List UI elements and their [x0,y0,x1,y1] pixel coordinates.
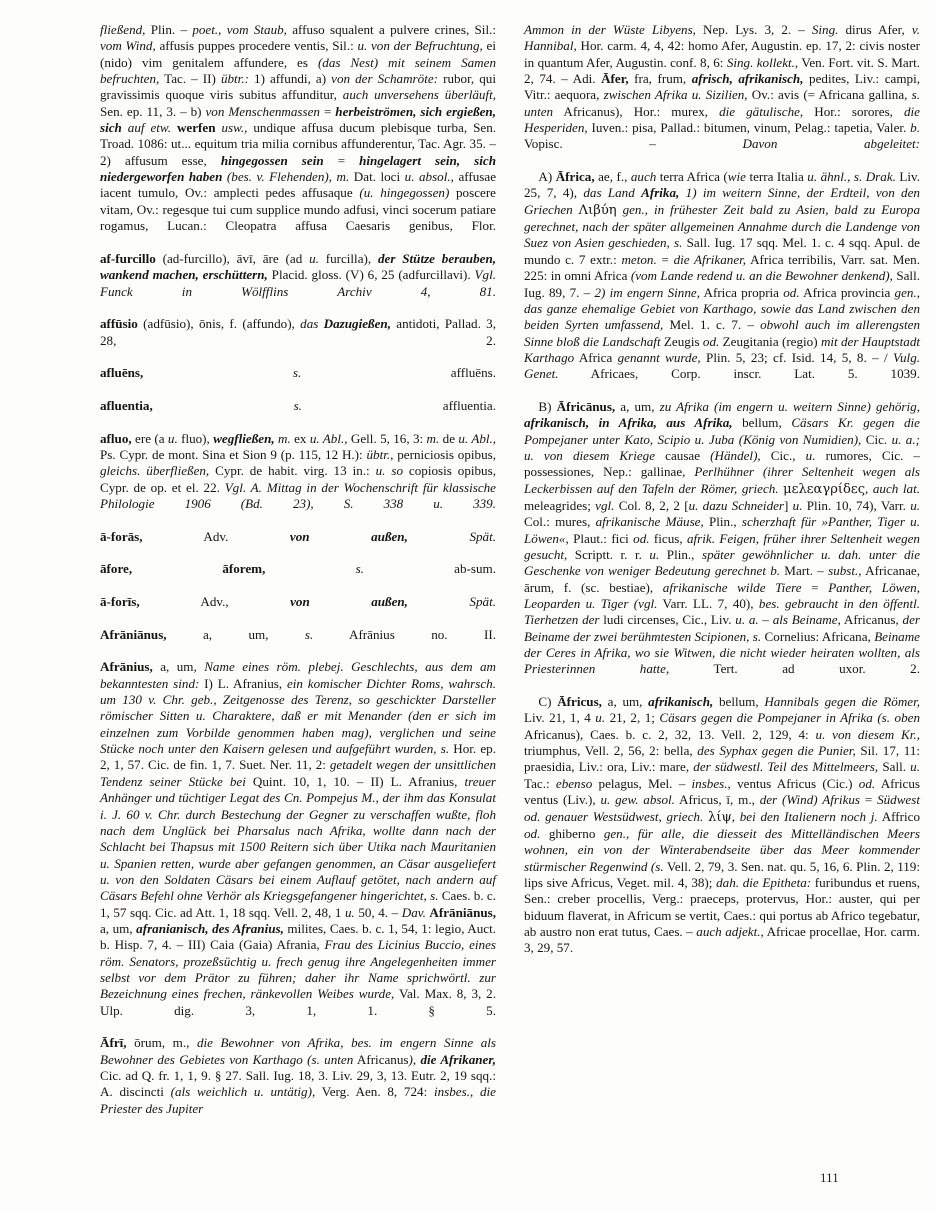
entry-continuation: fließend, Plin. – poet., vom Staub, affuso squalent a pulvere crines, Sil.: vom Wind, affusis puppes procedere ventis, Sil.: u. von der Befruchtung, ei (nido) vim genitalem affundere, es (das Nest) mit seinem Samen befruchten, Tac. – II) übtr.: 1) affundi, a) von der Schamröte: rubor, qui gravissimis quoque viris subitus affunditur, auch unversehens überläuft, Sen. ep. 11, 3. – b) von Menschenmassen = herbeiströmen, sich ergießen, sich auf etw. werfen usw., undique affusa ducum plebisque turba, Sen. Troad. 1086: ut... equitum tria milia cornibus affunderentur, Tac. Agr. 35. – 2) affusum esse, hingegossen sein = hingelagert sein, sich niedergeworfen haben (bes. v. Flehenden), m. Dat. loci u. absol., affusae iacent tumulo, Ov.: amplecti pedes affusaque (u. hingegossen) poscere vitam, Ov.: regesque tui cum supplice mundo adfusi, vinci socerum patiare rogamus, Lucan.: Cleopatra affusa Caesaris genibus, Flor. [100,22,497,234]
dictionary-entry: affūsio (adfūsio), ōnis, f. (affundo), das Dazugießen, antidoti, Pallad. 3, 28, 2. [100,316,496,348]
dictionary-entry: af-furcillo (ad-furcillo), āvī, āre (ad u. furcilla), der Stütze berauben, wankend machen, erschüttern, Placid. gloss. (V) 6, 25 (adfurcillavi). Vgl. Funck in Wölfflins Archiv 4, 81. [100,250,497,299]
left-text-column [100,22,496,1167]
dictionary-entry: Āfrī, ōrum, m., die Bewohner von Afrika, bes. im engern Sinne als Bewohner des Gebietes von Karthago (s. unten Africanus), die Afrikaner, Cic. ad Q. fr. 1, 1, 9. § 27. Sall. Iug. 18, 3. Liv. 29, 3, 13. Eutr. 2, 19 sqq.: A. discincti (als weichlich u. untätig), Verg. Aen. 8, 724: insbes., die Priester des Jupiter [100,1035,496,1116]
page-number: 111 [820,1171,839,1185]
dictionary-entry: ā-forīs, Adv., von außen, Spät. [100,594,496,610]
two-column-body [100,22,920,1167]
dictionary-entry: afluentia, s. affluentia. [100,397,496,413]
dictionary-entry: ā-forās, Adv. von außen, Spät. [100,528,496,544]
entry-continuation: Ammon in der Wüste Libyens, Nep. Lys. 3, 2. – Sing. dirus Afer, v. Hannibal, Hor. carm. 4, 4, 42: homo Afer, Augustin. ep. 17, 2: civis noster in quantum Afer, Augustin. conf. 8, 6: Sing. kollekt., Ven. Fort. vit. S. Mart. 2, 74. – Adi. Āfer, fra, frum, afrisch, afrikanisch, pedites, Liv.: campi, Vitr.: aequora, zwischen Afrika u. Sizilien, Ov.: avis (= Africana gallina, s. unten Africanus), Hor.: murex, die gätulische, Hor.: sorores, die Hesperiden, Iuven.: pisa, Pallad.: bitumen, vinum, Pelag.: tapetia, Valer. b. Vopisc. – Davon abgeleitet: [524,22,921,152]
dictionary-entry: āfore, āforem, s. ab-sum. [100,561,496,577]
dictionary-subentry: B) Āfricānus, a, um, zu Afrika (im engern u. weitern Sinne) gehörig, afrikanisch, in Afrika, aus Afrika, bellum, Cäsars Kr. gegen die Pompejaner unter Kato, Scipio u. Juba (König von Numidien), Cic. u. a.; u. von diesem Kriege causae (Händel), Cic., u. rumores, Cic. – possessiones, Nep.: gallinae, Perlhühner (ihrer Seltenheit wegen als Leckerbissen auf den Tafeln der Römer, griech. μελεαγρίδες, auch lat. meleagrides; vgl. Col. 8, 2, 2 [u. dazu Schneider] u. Plin. 10, 74), Varr. u. Col.: mures, afrikanische Mäuse, Plin., scherzhaft für »Panther, Tiger u. Löwen«, Plaut.: fici od. ficus, afrik. Feigen, früher ihrer Seltenheit wegen gesucht, Scriptt. r. r. u. Plin., später gewöhnlicher u. dah. unter die Geschenke von weniger Bedeutung gerechnet b. Mart. – subst., Africanae, ārum, f. (sc. bestiae), afrikanische wilde Tiere = Panther, Löwen, Leoparden u. Tiger (vgl. Varr. LL. 7, 40), bes. gebraucht in den öffentl. Tierhetzen der ludi circenses, Cic., Liv. u. a. – als Beiname, Africanus, der Beiname der zwei berühmtesten Scipionen, s. Cornelius: Africana, Beiname der Ceres in Afrika, wo sie Witwen, die nicht wieder heiraten wollten, als Priesterinnen hatte, Tert. ad uxor. 2. [524,398,921,677]
dictionary-entry: afluēns, s. affluēns. [100,365,496,381]
dictionary-entry: afluo, ere (a u. fluo), wegfließen, m. ex u. Abl., Gell. 5, 16, 3: m. de u. Abl., Ps. Cypr. de mont. Sina et Sion 9 (p. 115, 12 H.): übtr., perniciosis opibus, gleichs. überfließen, Cypr. de habit. virg. 13 in.: u. so copiosis opibus, Cypr. de op. et el. 22. Vgl. A. Mittag in der Wochenschrift für klassische Philologie 1906 (Bd. 23), S. 338 u. 339. [100,430,497,511]
dictionary-subentry: A) Āfrica, ae, f., auch terra Africa (wie terra Italia u. ähnl., s. Drak. Liv. 25, 7, 4), das Land Afrika, 1) im weitern Sinne, der Erdteil, von den Griechen Λιβύη gen., in frühester Zeit bald zu Asien, bald zu Europa gerechnet, nach der später allgemeinen Annahme durch die Landenge von Suez von Asien geschieden, s. Sall. Iug. 17 sqq. Mel. 1. c. 4 sqq. Apul. de mundo c. 7 extr.: meton. = die Afrikaner, Africa terribilis, Varr. sat. Men. 225: in omni Africa (vom Lande redend u. an die Bewohner denkend), Sall. Iug. 89, 7. – 2) im engern Sinne, Africa propria od. Africa provincia gen., das ganze ehemalige Gebiet von Karthago, sowie das Land zwischen den beiden Syrten umfassend, Mel. 1. c. 7. – obwohl auch im allerengsten Sinne bloß die Landschaft Zeugis od. Zeugitania (regio) mit der Hauptstadt Karthago Africa genannt wurde, Plin. 5, 23; cf. Isid. 14, 5, 8. – / Vulg. Genet. Africaes, Corp. inscr. Lat. 5. 1039. [524,169,921,382]
dictionary-entry: Afrāniānus, a, um, s. Afrānius no. II. [100,626,496,642]
dictionary-entry: Afrānius, a, um, Name eines röm. plebej. Geschlechts, aus dem am bekanntesten sind: I) L. Afranius, ein komischer Dichter Roms, wahrsch. um 130 v. Chr. geb., Zeitgenosse des Terenz, so geschickter Darsteller römischer Sitten u. Charaktere, daß er mit Menander (den er sich im einzelnen zum Vorbilde genommen haben mag), verglichen und seine Stücke noch unter den Kaisern gelesen und aufgeführt wurden, s. Hor. ep. 2, 1, 57. Cic. de fin. 1, 7. Suet. Ner. 11, 2: getadelt wegen der unsittlichen Tendenz seiner Stücke bei Quint. 10, 1, 10. – II) L. Afranius, treuer Anhänger und tüchtiger Legat des Cn. Pompejus M., der ihm das Konsulat i. J. 60 v. Chr. durch Bestechung der Gegner zu verschaffen wußte, floh nach dem Unglück bei Pharsalus nach Afrika, wollte dann nach der Schlacht bei Thapsus mit 1500 Reitern sich über Utika nach Mauritanien u. Spanien retten, wurde aber gefangen genommen, an Cäsar ausgeliefert u. von den Soldaten Cäsars bei einem Auflauf getötet, nach andern auf Cäsars Befehl ohne Verhör als Kriegsgefangener hingerichtet, s. Caes. b. c. 1, 57 sqq. Cic. ad Att. 1, 18 sqq. Vell. 2, 48, 1 u. 50, 4. – Dav. Afrāniānus, a, um, afranianisch, des Afranius, milites, Caes. b. c. 1, 54, 1: legio, Auct. b. Hisp. 7, 4. – III) Caia (Gaia) Afrania, Frau des Licinius Buccio, eines röm. Senators, prozeßsüchtig u. frech genug ihre Angelegenheiten immer selbst vor dem Prätor zu führen; daher ihr Name sprichwörtl. zur Bezeichnung eines frechen, ränkevollen Weibes wurde, Val. Max. 8, 3, 2. Ulp. dig. 3, 1, 1. § 5. [100,659,497,1018]
dictionary-subentry: C) Āfricus, a, um, afrikanisch, bellum, Hannibals gegen die Römer, Liv. 21, 1, 4 u. 21, 2, 1; Cäsars gegen die Pompejaner in Afrika (s. oben Africanus), Caes. b. c. 2, 32, 13. Vell. 2, 129, 4: u. von diesem Kr., triumphus, Vell. 2, 56, 2: bella, des Syphax gegen die Punier, Sil. 17, 11: praesidia, Liv.: ora, Liv.: mare, der südwestl. Teil des Mittelmeers, Sall. u. Tac.: ebenso pelagus, Mel. – insbes., ventus Africus (Cic.) od. Africus ventus (Liv.), u. gew. absol. Africus, ī, m., der (Wind) Afrikus = Südwest od. genauer Westsüdwest, griech. λίψ, bei den Italienern noch j. Affrico od. ghiberno gen., für alle, die diesseit des Mittelländischen Meers wohnen, ein von der Winterabendseite über das Meer kommender stürmischer Regenwind (s. Vell. 2, 79, 3. Sen. nat. qu. 5, 16, 6. Plin. 2, 119: lips sive Africus, Veget. mil. 4, 38); dah. die Epitheta: furibundus et ruens, Sen.: creber procellis, Verg.: praeceps, protervus, Hor.: auster, qui per biduum flaverat, in Africum se vertit, Caes.: qui portus ab Africo tegebatur, ab austro non erat tutus, Caes. – auch adjekt., Africae procellae, Hor. carm. 3, 29, 57. [524,694,921,956]
right-text-column [524,22,920,1167]
